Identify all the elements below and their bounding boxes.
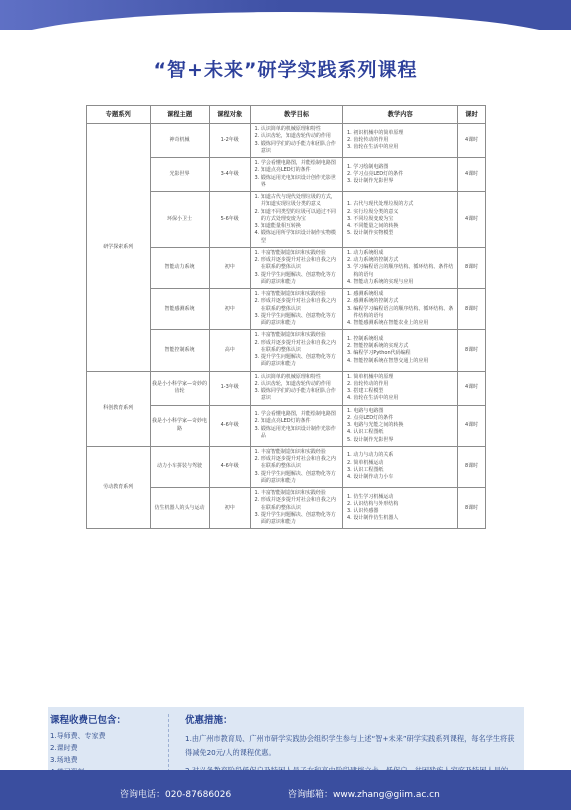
content-item: 3. 不同垃圾变废为宝: [353, 216, 454, 223]
content-item: 3. 编程学习Python代码编程: [353, 350, 454, 357]
table-header-row: [87, 106, 486, 124]
series-cell: 劳动教育系列: [87, 446, 151, 529]
goal-item: 3. 锻炼运用光电知识设计制作光影作品: [261, 426, 340, 441]
content-list: [344, 200, 456, 238]
content-item: 1. 简单机械中的原理: [353, 374, 454, 381]
goal-cell: [250, 330, 343, 371]
content-item: 3. 认识工程图纸: [353, 467, 454, 474]
goal-item: 1. 丰富智能制造知识和实践经验: [261, 449, 340, 456]
series-cell: 科创教育系列: [87, 371, 151, 446]
content-item: 2. 智能控制系统的实现方式: [353, 343, 454, 350]
goal-item: 1. 认识简单的机械原理和特性: [261, 126, 340, 133]
goal-item: 1. 丰富智能制造知识和实践经验: [261, 332, 340, 339]
hours-cell: 4课时: [458, 158, 486, 192]
content-item: 3. 学习编程语言的顺序结构、循环结构、条件结构的语句: [353, 264, 454, 279]
goal-list: [252, 410, 342, 441]
content-cell: [343, 446, 458, 487]
content-item: 2. 点亮LED灯的条件: [353, 415, 454, 422]
goal-item: 2. 认识齿轮，知道齿轮传动的作用: [261, 133, 340, 140]
content-item: 3. 编程学习编程语言的顺序结构、循环结构、条件结构的语句: [353, 306, 454, 321]
goal-list: [252, 489, 342, 527]
fee-item: 1.导师费、专家费: [50, 732, 106, 740]
content-item: 3. 搭建工程模型: [353, 388, 454, 395]
footer-bar: [0, 770, 571, 810]
goal-item: 2. 认识齿轮，知道齿轮传动的作用: [261, 381, 340, 388]
theme-cell: 神奇机械: [150, 124, 209, 158]
content-item: 3. 认识传感器: [353, 508, 454, 515]
theme-cell: 智能感测系统: [150, 289, 209, 330]
content-item: 3. 设计制作光影世界: [353, 178, 454, 185]
goal-cell: [250, 488, 343, 529]
theme-cell: 环保小卫士: [150, 192, 209, 248]
content-item: 4. 认识工程图纸: [353, 429, 454, 436]
hours-cell: 8课时: [458, 446, 486, 487]
goal-item: 2. 形成并逐步提升对社会和自我之内在联系的整体认识: [261, 340, 340, 355]
content-item: 5. 设计制作实物模型: [353, 230, 454, 237]
hours-cell: 4课时: [458, 371, 486, 405]
content-item: 4. 智能动力系统的实现与应用: [353, 279, 454, 286]
content-item: 4. 不同能量之间的转换: [353, 223, 454, 230]
goal-item: 1. 认识简单的机械原理和特性: [261, 374, 340, 381]
goal-item: 3. 提升学生问题解决、创意物化等方面的意识和能力: [261, 471, 340, 486]
goal-cell: [250, 405, 343, 446]
theme-cell: 仿生机器人的头与运动: [150, 488, 209, 529]
content-item: 2. 实行垃圾分类的意义: [353, 209, 454, 216]
goal-item: 3. 锻炼运用光电知识设计创作光影世界: [261, 175, 340, 190]
goal-item: 1. 丰富智能制造知识和实践经验: [261, 291, 340, 298]
target-cell: 1-3年级: [209, 371, 250, 405]
goal-item: 2. 形成并逐步提升对社会和自我之内在联系的整体认识: [261, 456, 340, 471]
header-series: 专题系列: [87, 106, 151, 124]
goal-cell: [250, 124, 343, 158]
content-item: 2. 学习点亮LED灯的条件: [353, 171, 454, 178]
goal-item: 1. 学会看懂电路图，并能绘制电路图: [261, 160, 340, 167]
fees-heading: 课程收费已包含：: [50, 715, 127, 726]
header-hours: 课时: [458, 106, 486, 124]
content-item: 4. 智能控制系统在智慧交通上的应用: [353, 358, 454, 365]
hours-cell: 8课时: [458, 488, 486, 529]
goal-list: [252, 193, 342, 246]
table-row: [87, 446, 486, 487]
target-cell: 5-6年级: [209, 192, 250, 248]
goal-list: [252, 331, 342, 369]
content-list: [344, 335, 456, 366]
target-cell: 高中: [209, 330, 250, 371]
target-cell: 1-2年级: [209, 124, 250, 158]
goal-item: 2. 知道不同类型的垃圾可以通过不同的方式处理变废为宝: [261, 209, 340, 224]
goal-list: [252, 125, 342, 156]
goal-list: [252, 373, 342, 404]
content-item: 1. 古代与现代处理垃圾的方式: [353, 201, 454, 208]
target-cell: 初中: [209, 289, 250, 330]
content-item: 1. 动力与动力的关系: [353, 452, 454, 459]
content-item: 2. 动力系统的控制方式: [353, 257, 454, 264]
goal-item: 3. 提升学生问题解决、创意物化等方面的意识和能力: [261, 512, 340, 527]
goal-item: 1. 丰富智能制造知识和实践经验: [261, 250, 340, 257]
content-item: 1. 学习绘制电路图: [353, 164, 454, 171]
content-item: 1. 感测系统组成: [353, 291, 454, 298]
content-item: 3. 齿轮在生活中的应用: [353, 144, 454, 151]
hours-cell: 4课时: [458, 192, 486, 248]
content-list: [344, 249, 456, 287]
content-item: 2. 认识结构与外形结构: [353, 501, 454, 508]
page-title: “智+未来”研学实践系列课程: [153, 59, 418, 81]
contact-email: 咨询邮箱：www.zhang@giim.ac.cn: [288, 790, 440, 800]
goal-item: 1. 丰富智能制造知识和实践经验: [261, 490, 340, 497]
content-cell: [343, 192, 458, 248]
content-item: 1. 电路与电路图: [353, 408, 454, 415]
goal-item: 4. 锻炼运用所学知识设计制作实物模型: [261, 230, 340, 245]
content-item: 1. 仿生学习机械运动: [353, 494, 454, 501]
content-cell: [343, 289, 458, 330]
header-theme: 课程主题: [150, 106, 209, 124]
header-goal: 教学目标: [250, 106, 343, 124]
header-target: 课程对象: [209, 106, 250, 124]
target-cell: 初中: [209, 247, 250, 288]
theme-cell: 我是小小科学家—奇妙的齿轮: [150, 371, 209, 405]
goal-cell: [250, 446, 343, 487]
theme-cell: 我是小小科学家—奇妙电路: [150, 405, 209, 446]
discount-paragraph: 1.由广州市教育局、广州市研学实践协会组织学生参与上述“智+未来”研学实践系列课程，每名学生将获得减免20元/人的课程优惠。: [185, 734, 515, 757]
fee-item: 2.课时费: [50, 744, 78, 752]
goal-cell: [250, 289, 343, 330]
series-cell: 研学探索系列: [87, 124, 151, 372]
table-row: [87, 371, 486, 405]
theme-cell: 光影世界: [150, 158, 209, 192]
content-cell: [343, 247, 458, 288]
goal-list: [252, 249, 342, 287]
goal-list: [252, 159, 342, 190]
goal-item: 3. 提升学生问题解决、创意物化等方面的意识和能力: [261, 272, 340, 287]
content-list: [344, 129, 456, 153]
content-list: [344, 290, 456, 328]
content-cell: [343, 158, 458, 192]
hours-cell: 4课时: [458, 124, 486, 158]
content-list: [344, 493, 456, 524]
content-item: 4. 设计制作仿生机器人: [353, 515, 454, 522]
goal-item: 3. 知道能量相互转换: [261, 223, 340, 230]
hours-cell: 8课时: [458, 247, 486, 288]
goal-item: 1. 知道古代与现代处理垃圾的方式，并知道实现垃圾分类的意义: [261, 194, 340, 209]
goal-cell: [250, 371, 343, 405]
theme-cell: 智能动力系统: [150, 247, 209, 288]
hours-cell: 8课时: [458, 289, 486, 330]
hours-cell: 4课时: [458, 405, 486, 446]
hours-cell: 8课时: [458, 330, 486, 371]
goal-item: 3. 提升学生问题解决、创意物化等方面的意识和能力: [261, 354, 340, 369]
goal-cell: [250, 192, 343, 248]
table-row: [87, 124, 486, 158]
target-cell: 4-6年级: [209, 405, 250, 446]
goal-list: [252, 290, 342, 328]
content-cell: [343, 330, 458, 371]
content-item: 5. 设计制作光影世界: [353, 437, 454, 444]
goal-cell: [250, 158, 343, 192]
content-item: 2. 齿轮传动的作用: [353, 137, 454, 144]
content-item: 2. 简单机械运动: [353, 460, 454, 467]
content-item: 2. 齿轮传动的作用: [353, 381, 454, 388]
discount-heading: 优惠措施：: [185, 715, 233, 726]
content-cell: [343, 124, 458, 158]
content-list: [344, 407, 456, 445]
goal-item: 2. 知道点亮LED灯的条件: [261, 167, 340, 174]
content-item: 2. 感测系统的控制方式: [353, 298, 454, 305]
header-content: 教学内容: [343, 106, 458, 124]
goal-list: [252, 448, 342, 486]
goal-item: 3. 锻炼同学们的动手能力和团队合作意识: [261, 388, 340, 403]
content-item: 4. 齿轮在生活中的应用: [353, 395, 454, 402]
goal-item: 3. 提升学生问题解决、创意物化等方面的意识和能力: [261, 313, 340, 328]
content-item: 1. 控制系统组成: [353, 336, 454, 343]
goal-item: 2. 知道点亮LED灯的条件: [261, 418, 340, 425]
fee-item: 3.场地费: [50, 756, 78, 764]
content-item: 1. 初识机械中的简单原理: [353, 130, 454, 137]
content-cell: [343, 371, 458, 405]
goal-item: 2. 形成并逐步提升对社会和自我之内在联系的整体认识: [261, 497, 340, 512]
goal-item: 3. 锻炼同学们的动手能力和团队合作意识: [261, 141, 340, 156]
content-item: 4. 智能感测系统在智能农业上的应用: [353, 320, 454, 327]
theme-cell: 动力小车拼装与驾驶: [150, 446, 209, 487]
goal-cell: [250, 247, 343, 288]
theme-cell: 智能控制系统: [150, 330, 209, 371]
target-cell: 4-6年级: [209, 446, 250, 487]
content-list: [344, 451, 456, 482]
contact-phone: 咨询电话：020-87686026: [120, 790, 232, 800]
course-table: [86, 105, 486, 529]
content-item: 1. 动力系统组成: [353, 250, 454, 257]
content-cell: [343, 488, 458, 529]
goal-item: 2. 形成并逐步提升对社会和自我之内在联系的整体认识: [261, 257, 340, 272]
content-item: 3. 电路与光能之间的转换: [353, 422, 454, 429]
target-cell: 3-4年级: [209, 158, 250, 192]
content-cell: [343, 405, 458, 446]
content-list: [344, 373, 456, 404]
content-list: [344, 163, 456, 187]
goal-item: 2. 形成并逐步提升对社会和自我之内在联系的整体认识: [261, 298, 340, 313]
content-item: 4. 设计制作动力小车: [353, 474, 454, 481]
target-cell: 初中: [209, 488, 250, 529]
goal-item: 1. 学会看懂电路图，并能绘制电路图: [261, 411, 340, 418]
header-band: [0, 0, 571, 30]
